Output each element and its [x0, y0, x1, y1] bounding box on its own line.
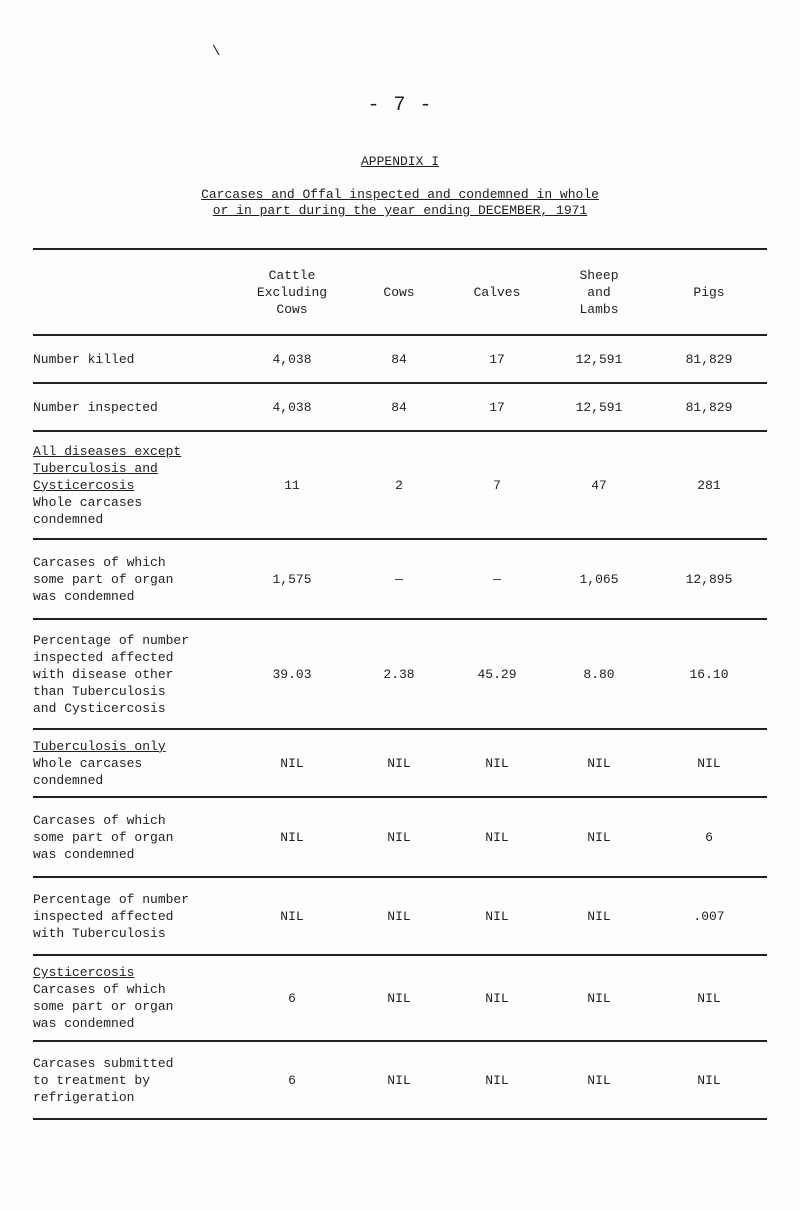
table-cell: NIL — [587, 755, 611, 771]
inspection-table — [33, 248, 767, 1120]
row-label-text: Carcases submitted to treatment by refrigeration — [33, 1055, 174, 1105]
table-cell: 17 — [489, 399, 505, 415]
table-row — [33, 797, 767, 877]
row-label-text: Percentage of number inspected affected with disease other than Tuberculosis and Cysticercosis — [33, 632, 190, 716]
header-blank — [33, 249, 233, 335]
table-row — [33, 877, 767, 955]
table-cell: 1,065 — [579, 571, 619, 587]
table-row — [33, 335, 767, 383]
row-label-text: Carcases of which some part of organ was condemned — [33, 812, 174, 862]
column-header: Pigs — [693, 284, 725, 300]
table-row — [33, 619, 767, 729]
row-label — [33, 335, 233, 383]
table-cell: 12,591 — [575, 351, 623, 367]
table-cell: NIL — [387, 990, 411, 1006]
row-label — [33, 539, 233, 619]
column-header: Sheep and Lambs — [579, 267, 619, 317]
table-cell: NIL — [697, 1072, 721, 1088]
column-header: Cows — [383, 284, 415, 300]
row-label — [33, 877, 233, 955]
table-cell: 84 — [391, 351, 407, 367]
table-row — [33, 1041, 767, 1119]
row-label-text: Carcases of which some part or organ was condemned — [33, 982, 174, 1031]
table-cell: 8.80 — [583, 666, 615, 682]
section-heading: Tuberculosis only — [33, 738, 166, 754]
column-header: Cattle Excluding Cows — [256, 267, 328, 317]
table-row — [33, 955, 767, 1041]
table-row — [33, 383, 767, 431]
table-cell: NIL — [587, 990, 611, 1006]
row-label — [33, 797, 233, 877]
table-cell: NIL — [697, 990, 721, 1006]
table-row — [33, 539, 767, 619]
table-cell: — — [395, 571, 403, 587]
document-title-line-1: Carcases and Offal inspected and condemned in whole — [201, 187, 599, 202]
row-label-text: Percentage of number inspected affected with Tuberculosis — [33, 891, 190, 941]
table-cell: NIL — [587, 1072, 611, 1088]
document-title-line-2: or in part during the year ending DECEMBER, 1971 — [212, 203, 588, 218]
table-cell: 11 — [284, 477, 300, 493]
section-heading: Cysticercosis — [33, 965, 135, 980]
table-cell: NIL — [387, 1072, 411, 1088]
table-cell: NIL — [280, 755, 304, 771]
stray-mark: \ — [212, 44, 221, 60]
row-label-text: Number killed — [33, 351, 135, 367]
row-label-text: Carcases of which some part of organ was condemned — [33, 554, 174, 604]
table-cell: NIL — [485, 990, 509, 1006]
table-cell: 45.29 — [477, 666, 517, 682]
table-cell: NIL — [387, 755, 411, 771]
row-label — [33, 619, 233, 729]
table-cell: NIL — [485, 908, 509, 924]
table-row — [33, 729, 767, 797]
appendix-title: APPENDIX I — [360, 154, 439, 169]
table-cell: 12,895 — [685, 571, 733, 587]
row-label-text: Number inspected — [33, 399, 158, 415]
table-cell: NIL — [587, 908, 611, 924]
table-cell: 4,038 — [272, 351, 312, 367]
table-cell: 2.38 — [383, 666, 415, 682]
table-cell: NIL — [697, 755, 721, 771]
row-label — [33, 1041, 233, 1119]
table-cell: 81,829 — [685, 399, 733, 415]
row-label — [33, 383, 233, 431]
table-cell: NIL — [587, 829, 611, 845]
table-cell: 47 — [591, 477, 607, 493]
table-cell: NIL — [387, 829, 411, 845]
row-label — [33, 729, 233, 797]
table-header-row — [33, 249, 767, 335]
table-body — [33, 335, 767, 1119]
table-cell: NIL — [280, 908, 304, 924]
table-cell: — — [493, 571, 501, 587]
table-cell: 6 — [705, 829, 713, 845]
page-number: - 7 - — [367, 94, 433, 117]
table-cell: 17 — [489, 351, 505, 367]
table-cell: 6 — [288, 990, 296, 1006]
table-row — [33, 431, 767, 539]
table-cell: 6 — [288, 1072, 296, 1088]
table-cell: NIL — [485, 829, 509, 845]
table-cell: .007 — [693, 908, 725, 924]
table-cell: 84 — [391, 399, 407, 415]
table-cell: 281 — [697, 477, 721, 493]
table-cell: NIL — [387, 908, 411, 924]
row-label-text: Whole carcases condemned — [33, 755, 143, 788]
table-cell: NIL — [485, 1072, 509, 1088]
column-header: Calves — [473, 284, 521, 300]
table-cell: 7 — [493, 477, 501, 493]
table-cell: NIL — [485, 755, 509, 771]
table-cell: 12,591 — [575, 399, 623, 415]
table-cell: 16.10 — [689, 666, 729, 682]
table-cell: 2 — [395, 477, 403, 493]
section-heading: All diseases except Tuberculosis and Cysticercosis — [33, 443, 182, 493]
table-cell: 81,829 — [685, 351, 733, 367]
table-cell: 1,575 — [272, 571, 312, 587]
table-cell: 39.03 — [272, 666, 312, 682]
row-label — [33, 955, 233, 1041]
table-cell: 4,038 — [272, 399, 312, 415]
table-cell: NIL — [280, 829, 304, 845]
row-label-text: Whole carcases condemned — [33, 494, 143, 527]
row-label — [33, 431, 233, 539]
